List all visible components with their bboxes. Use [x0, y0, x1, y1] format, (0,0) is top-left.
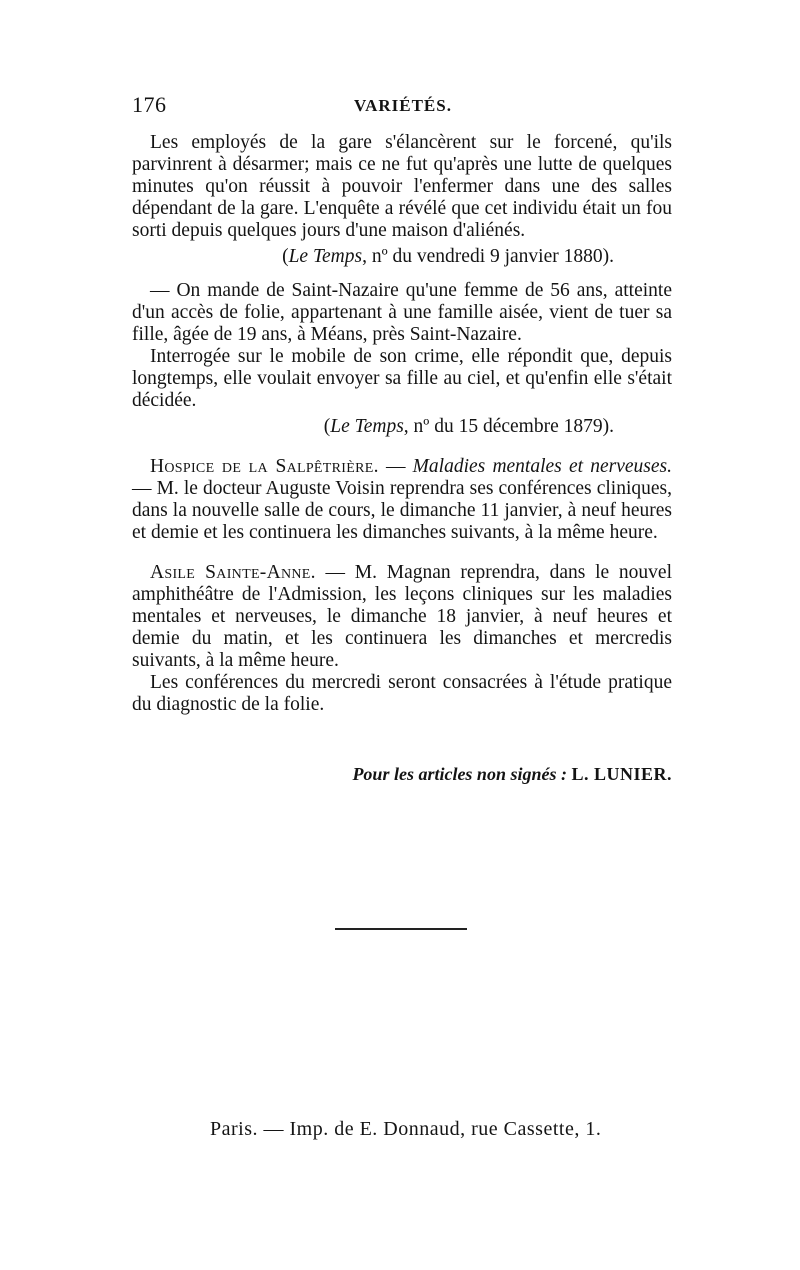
section-body: — M. Magnan reprendra, dans le nouvel amphithéâtre de l'Admission, les leçons cliniques sur les maladies mentales et nerveuses, le dimanche 18 janvier, à neuf heures et demie du matin, et les continuera les dimanches et mercredis suivants, à la même heure. — [132, 562, 673, 671]
section-title: Maladies mentales et nerveuses. — [412, 456, 672, 477]
paragraph-sainte-anne — [132, 562, 672, 672]
source-title: Le Temps — [330, 416, 404, 437]
running-head: VARIÉTÉS. — [354, 96, 452, 115]
horizontal-rule — [335, 928, 467, 930]
section-heading-salpetriere: Hospice de la Salpêtrière. — [150, 456, 379, 477]
source-citation-2: (Le Temps, nº du 15 décembre 1879). — [323, 416, 614, 437]
signature-line — [132, 764, 672, 785]
signature-name: L. LUNIER. — [571, 764, 672, 784]
source-details: , nº du vendredi 9 janvier 1880). — [362, 246, 614, 267]
paragraph-madman-station: Les employés de la gare s'élancèrent sur le forcené, qu'ils parvinrent à désarmer; mais ce ne fut qu'après une lutte de quelques minutes qu'on réussit à pouvoir l'enfermer dans une des salles dépendant de la gare. L'enquête a révélé que cet individu était un fou sorti depuis quelques jours d'une maison d'aliénés. — [132, 132, 672, 241]
paragraph-conferences: Les conférences du mercredi seront consacrées à l'étude pratique du diagnostic de la folie. — [132, 672, 672, 715]
section-heading-sainte-anne: Asile Sainte-Anne. — [150, 562, 316, 583]
page-header — [132, 92, 672, 122]
heading-dash: — — [378, 456, 413, 477]
paragraph-salpetriere — [132, 456, 672, 544]
page-number: 176 — [132, 92, 167, 117]
printer-imprint: Paris. — Imp. de E. Donnaud, rue Cassette, 1. — [210, 1118, 602, 1140]
source-details: , nº du 15 décembre 1879). — [403, 416, 614, 437]
paragraph-interrogation: Interrogée sur le mobile de son crime, elle répondit que, depuis longtemps, elle voulait envoyer sa fille au ciel, et qu'enfin elle s'était décidée. — [132, 346, 672, 411]
article-body — [132, 132, 672, 716]
paragraph-saint-nazaire: — On mande de Saint-Nazaire qu'une femme de 56 ans, atteinte d'un accès de folie, appartenant à une famille aisée, vient de tuer sa fille, âgée de 19 ans, à Méans, près Saint-Nazaire. — [132, 280, 672, 345]
section-body: — M. le docteur Auguste Voisin reprendra ses conférences cliniques, dans la nouvelle salle de cours, le dimanche 11 janvier, à neuf heures et demie et les continuera les dimanches suivants, à la même heure. — [132, 478, 672, 543]
source-citation-1: (Le Temps, nº du vendredi 9 janvier 1880). — [282, 246, 614, 267]
source-title: Le Temps — [288, 246, 363, 267]
signature-label: Pour les articles non signés : — [352, 764, 567, 784]
